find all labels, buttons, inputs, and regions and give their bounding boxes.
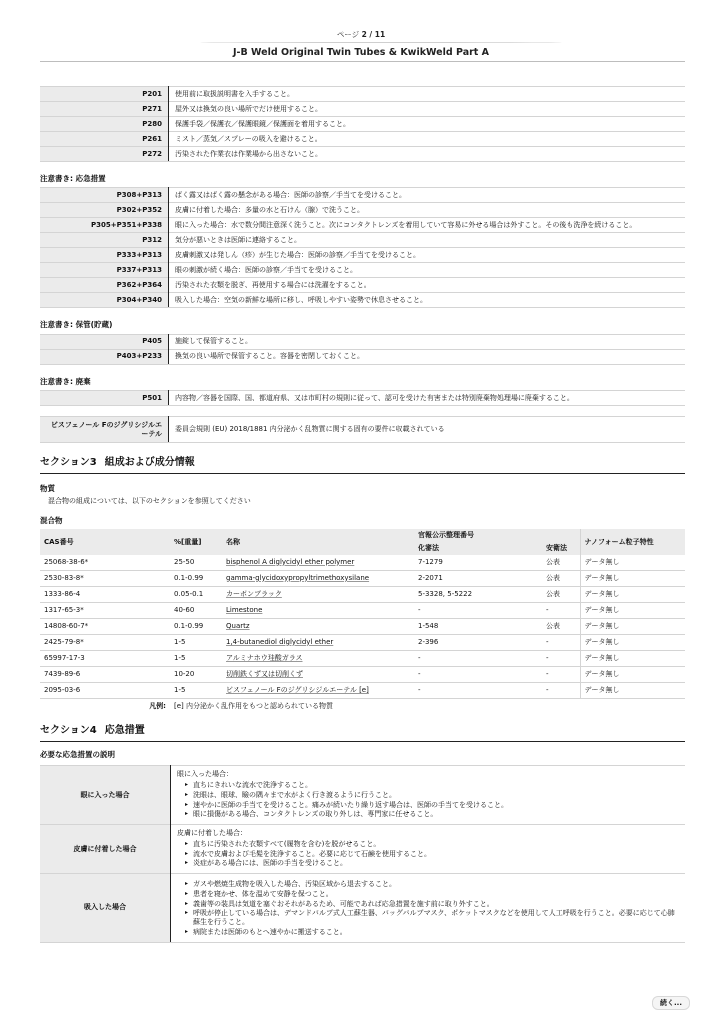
kashin-cell: - — [414, 650, 542, 666]
composition-table — [40, 529, 685, 699]
pct-cell: 0.1-0.99 — [170, 570, 222, 586]
first-aid-label: 皮膚に付着した場合 — [40, 825, 171, 874]
cas-cell: 65997-17-3 — [40, 650, 170, 666]
nano-cell: データ無し — [580, 570, 685, 586]
legend-text: [e] 内分泌かく乱作用をもつと認められている物質 — [174, 701, 333, 710]
page-total: 11 — [374, 30, 386, 39]
cas-cell: 2095-03-6 — [40, 682, 170, 698]
first-aid-row — [40, 825, 685, 874]
continue-button[interactable]: 続く... — [652, 996, 690, 1010]
anei-cell: 公表 — [542, 618, 580, 634]
kashin-cell: 5-3328, 5-5222 — [414, 586, 542, 602]
kashin-cell: 2-2071 — [414, 570, 542, 586]
storage-row — [40, 349, 685, 364]
storage-row — [40, 334, 685, 349]
bpa-note-text: 委員会規則 (EU) 2018/1881 内分泌かく乱物質に関する固有の要件に収載されている — [169, 417, 686, 443]
first-aid-item: ▸ 直ちに汚染された衣類すべて(履物を含む)を脱がせること。 — [187, 840, 679, 849]
table-row — [40, 634, 685, 650]
prevention-row — [40, 117, 685, 132]
first-aid-item: ▸ ガスや燃焼生成物を吸入した場合、汚染区域から退去すること。 — [187, 880, 679, 889]
statement-text: 保護手袋／保護衣／保護眼鏡／保護面を着用すること。 — [169, 117, 686, 132]
response-row — [40, 203, 685, 218]
pct-cell: 1-5 — [170, 650, 222, 666]
first-aid-list — [177, 840, 679, 868]
pct-cell: 40-60 — [170, 602, 222, 618]
table-row — [40, 570, 685, 586]
first-aid-content — [171, 825, 686, 874]
disposal-row — [40, 391, 685, 406]
first-aid-item: ▸ 呼吸が停止している場合は、デマンドバルブ式人工蘇生器、バッグバルブマスク、ポケットマスクなどを使用して人工呼吸を行うこと。必要に応じて心肺蘇生を行うこと。 — [187, 909, 679, 927]
page-current: 2 — [361, 30, 367, 39]
statement-text: 吸入した場合：空気の新鮮な場所に移し、呼吸しやすい姿勢で休息させること。 — [169, 293, 686, 308]
first-aid-intro: 眼に入った場合： — [177, 770, 233, 779]
anei-cell: - — [542, 666, 580, 682]
statement-text: 内容物／容器を国際、国、都道府県、又は市町村の規則に従って、認可を受けた有害または特別廃棄物処理場に廃棄すること。 — [169, 391, 686, 406]
anei-cell: - — [542, 602, 580, 618]
name-cell: ビスフェノール Fのジグリシジルエーテル [e] — [222, 682, 414, 698]
name-cell: Limestone — [222, 602, 414, 618]
document-title: J-B Weld Original Twin Tubes & KwikWeld Part A — [233, 47, 489, 58]
first-aid-heading: 必要な応急措置の説明 — [40, 749, 115, 759]
first-aid-item: ▸ 患者を寝かせ、体を温めて安静を保つこと。 — [187, 890, 679, 899]
first-aid-row — [40, 766, 685, 825]
section3-number: セクション3 — [40, 457, 97, 469]
page-prefix: ページ — [336, 30, 360, 39]
cas-cell: 2425-79-8* — [40, 634, 170, 650]
table-row — [40, 682, 685, 698]
statement-code: P403+P233 — [40, 349, 169, 364]
section3-name: 組成および成分情報 — [104, 457, 195, 469]
disposal-table — [40, 390, 685, 406]
table-row — [40, 586, 685, 602]
table-row — [40, 650, 685, 666]
table-row — [40, 555, 685, 571]
pct-cell: 0.05-0.1 — [170, 586, 222, 602]
nano-cell: データ無し — [580, 586, 685, 602]
name-cell: bisphenol A diglycidyl ether polymer — [222, 555, 414, 571]
first-aid-item: ▸ 流水で皮膚および毛髪を洗浄すること。必要に応じて石鹸を使用すること。 — [187, 850, 679, 859]
col-cas: CAS番号 — [40, 529, 170, 555]
statement-code: P337+P313 — [40, 263, 169, 278]
anei-cell: 公表 — [542, 555, 580, 571]
name-cell: Quartz — [222, 618, 414, 634]
statement-code: P261 — [40, 132, 169, 147]
section4-title — [40, 725, 685, 742]
nano-cell: データ無し — [580, 650, 685, 666]
cas-cell: 1317-65-3* — [40, 602, 170, 618]
name-cell: 切削鉄くず又は切削くず — [222, 666, 414, 682]
header-rule-bottom — [40, 61, 685, 62]
section4-name: 応急措置 — [104, 725, 145, 737]
statement-text: 皮膚に付着した場合：多量の水と石けん（腺）で洗うこと。 — [169, 203, 686, 218]
anei-cell: 公表 — [542, 570, 580, 586]
statement-text: 施錠して保管すること。 — [169, 334, 686, 349]
name-cell: gamma-glycidoxypropyltrimethoxysilane — [222, 570, 414, 586]
kashin-cell: - — [414, 602, 542, 618]
col-kashin: 化審法 — [414, 542, 542, 555]
kashin-cell: - — [414, 666, 542, 682]
page-sep: / — [366, 30, 375, 39]
mixture-heading: 混合物 — [40, 515, 63, 525]
bpa-note-table — [40, 416, 685, 443]
page-number — [0, 30, 722, 39]
nano-cell: データ無し — [580, 602, 685, 618]
anei-cell: - — [542, 682, 580, 698]
pct-cell: 10-20 — [170, 666, 222, 682]
response-row — [40, 248, 685, 263]
disposal-heading: 注意書き: 廃棄 — [40, 376, 91, 386]
statement-code: P271 — [40, 102, 169, 117]
statement-code: P333+P313 — [40, 248, 169, 263]
kashin-cell: 2-396 — [414, 634, 542, 650]
first-aid-row — [40, 874, 685, 943]
nano-cell: データ無し — [580, 634, 685, 650]
first-aid-list — [177, 781, 679, 819]
statement-code: P501 — [40, 391, 169, 406]
cas-cell: 14808-60-7* — [40, 618, 170, 634]
legend-label: 凡例: — [149, 701, 166, 710]
col-gov: 官報公示整理番号 — [414, 529, 580, 542]
statement-code: P272 — [40, 147, 169, 162]
storage-table — [40, 334, 685, 365]
name-cell: 1,4-butanediol diglycidyl ether — [222, 634, 414, 650]
first-aid-item: ▸ 炎症がある場合には、医師の手当を受けること。 — [187, 859, 679, 868]
first-aid-item: ▸ 直ちにきれいな流水で洗浄すること。 — [187, 781, 679, 790]
response-heading: 注意書き: 応急措置 — [40, 174, 106, 183]
kashin-cell: 1-548 — [414, 618, 542, 634]
statement-code: P405 — [40, 334, 169, 349]
table-row — [40, 602, 685, 618]
statement-text: 換気の良い場所で保管すること。容器を密閉しておくこと。 — [169, 349, 686, 364]
response-row — [40, 188, 685, 203]
prevention-table — [40, 86, 685, 162]
statement-code: P308+P313 — [40, 188, 169, 203]
prevention-row — [40, 147, 685, 162]
first-aid-list — [177, 880, 679, 937]
response-row — [40, 263, 685, 278]
statement-text: ミスト／蒸気／スプレーの吸入を避けること。 — [169, 132, 686, 147]
first-aid-item: ▸ 眼に損傷がある場合、コンタクトレンズの取り外しは、専門家に任せること。 — [187, 810, 679, 819]
kashin-cell: 7-1279 — [414, 555, 542, 571]
first-aid-item: ▸ 速やかに医師の手当てを受けること。痛みが続いたり繰り返す場合は、医師の手当てを受けること。 — [187, 801, 679, 810]
statement-text: 眼の刺激が続く場合：医師の診察／手当てを受けること。 — [169, 263, 686, 278]
first-aid-content — [171, 766, 686, 825]
anei-cell: - — [542, 650, 580, 666]
nano-cell: データ無し — [580, 682, 685, 698]
first-aid-content — [171, 874, 686, 943]
table-row — [40, 666, 685, 682]
first-aid-item: ▸ 義歯等の装具は気道を塞ぐおそれがあるため、可能であれば応急措置を施す前に取り外すこと。 — [187, 900, 679, 909]
page-header — [0, 0, 722, 66]
statement-code: P362+P364 — [40, 278, 169, 293]
statement-text: 使用前に取扱説明書を入手すること。 — [169, 87, 686, 102]
statement-code: P201 — [40, 87, 169, 102]
statement-code: P280 — [40, 117, 169, 132]
cas-cell: 2530-83-8* — [40, 570, 170, 586]
section3-title — [40, 457, 685, 474]
pct-cell: 0.1-0.99 — [170, 618, 222, 634]
first-aid-label: 眼に入った場合 — [40, 766, 171, 825]
statement-text: 汚染された衣類を脱ぎ、再使用する場合には洗濯をすること。 — [169, 278, 686, 293]
prevention-row — [40, 102, 685, 117]
cas-cell: 25068-38-6* — [40, 555, 170, 571]
kashin-cell: - — [414, 682, 542, 698]
first-aid-table — [40, 765, 685, 942]
substance-heading: 物質 — [40, 483, 55, 493]
anei-cell: - — [542, 634, 580, 650]
name-cell: アルミナホウ珪酸ガラス — [222, 650, 414, 666]
pct-cell: 1-5 — [170, 634, 222, 650]
statement-code: P312 — [40, 233, 169, 248]
first-aid-item: ▸ 洗眼は、眼球、瞼の隅々まで水がよく行き渡るように行うこと。 — [187, 791, 679, 800]
col-pct: %[重量] — [170, 529, 222, 555]
cas-cell: 1333-86-4 — [40, 586, 170, 602]
storage-heading: 注意書き: 保管(貯蔵) — [40, 320, 113, 330]
col-nano: ナノフォーム粒子特性 — [580, 529, 685, 555]
name-cell: カーボンブラック — [222, 586, 414, 602]
cas-cell: 7439-89-6 — [40, 666, 170, 682]
first-aid-intro: 皮膚に付着した場合： — [177, 829, 247, 837]
substance-text: 混合物の組成については、以下のセクションを参照してください — [48, 497, 251, 505]
statement-code: P305+P351+P338 — [40, 218, 169, 233]
statement-code: P304+P340 — [40, 293, 169, 308]
statement-text: 皮膚刺激又は発しん（疹）が生じた場合：医師の診察／手当てを受けること。 — [169, 248, 686, 263]
response-row — [40, 293, 685, 308]
response-row — [40, 218, 685, 233]
page-content — [40, 86, 685, 943]
pct-cell: 1-5 — [170, 682, 222, 698]
table-row — [40, 618, 685, 634]
nano-cell: データ無し — [580, 618, 685, 634]
first-aid-item: ▸ 病院または医師のもとへ速やかに搬送すること。 — [187, 928, 679, 937]
statement-text: 気分が悪いときは医師に連絡すること。 — [169, 233, 686, 248]
pct-cell: 25-50 — [170, 555, 222, 571]
prevention-row — [40, 132, 685, 147]
response-row — [40, 278, 685, 293]
nano-cell: データ無し — [580, 555, 685, 571]
statement-code: P302+P352 — [40, 203, 169, 218]
first-aid-label: 吸入した場合 — [40, 874, 171, 943]
anei-cell: 公表 — [542, 586, 580, 602]
statement-text: 屋外又は換気の良い場所でだけ使用すること。 — [169, 102, 686, 117]
col-name: 名称 — [222, 529, 414, 555]
statement-text: 汚染された作業衣は作業場から出さないこと。 — [169, 147, 686, 162]
section4-number: セクション4 — [40, 725, 97, 737]
response-table — [40, 187, 685, 308]
prevention-row — [40, 87, 685, 102]
response-row — [40, 233, 685, 248]
statement-text: 眼に入った場合：水で数分間注意深く洗うこと。次にコンタクトレンズを着用していて容易に外せる場合は外すこと。その後も洗浄を続けること。 — [169, 218, 686, 233]
col-anei: 安衛法 — [542, 542, 580, 555]
header-rule-top — [200, 42, 562, 43]
statement-text: ばく露又はばく露の懸念がある場合：医師の診察／手当てを受けること。 — [169, 188, 686, 203]
nano-cell: データ無し — [580, 666, 685, 682]
composition-legend — [40, 699, 685, 714]
bpa-note-label: ビスフェノール Fのジグリシジルエーテル — [40, 417, 169, 443]
